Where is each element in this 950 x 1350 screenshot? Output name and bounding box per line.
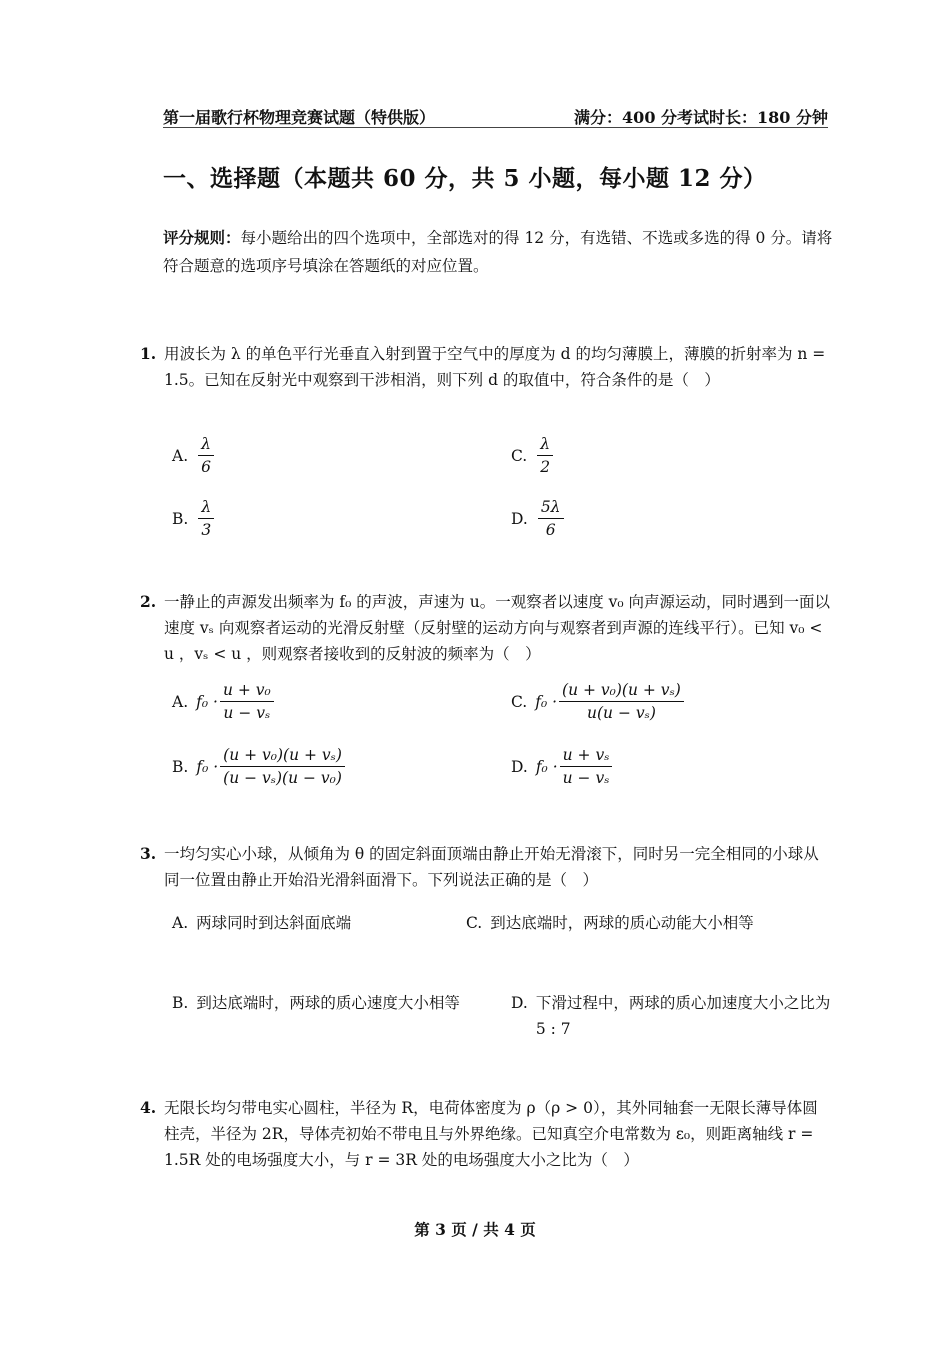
question-3 xyxy=(140,841,832,893)
question-text: 一静止的声源发出频率为 f₀ 的声波，声速为 u。一观察者以速度 v₀ 向声源运动，同时遇到一面以速度 vₛ 向观察者运动的光滑反射壁（反射壁的运动方向与观察者到声源的连线平行）。已知 v₀ < u ，vₛ < u ，则观察者接收到的反射波的频率为（ ） xyxy=(164,593,831,663)
fraction: $\frac{5\lambda}{6}$ xyxy=(538,497,564,540)
fraction: $\frac{\text{u + v₀}}{\text{u − vₛ}}$ xyxy=(220,680,274,723)
q3-option-d[interactable]: D. 下滑过程中，两球的质心加速度大小之比为 5 : 7 xyxy=(511,994,831,1038)
q2-option-c[interactable]: C. f₀ · $\frac{\text{(u + v₀)(u + vₛ)}}{\text{u(u − vₛ)}}$ xyxy=(511,680,686,723)
exam-title: 第一届歌行杯物理竞赛试题（特供版） xyxy=(163,108,436,127)
question-number: 4. xyxy=(140,1098,157,1117)
question-text: 一均匀实心小球，从倾角为 θ 的固定斜面顶端由静止开始无滑滚下，同时另一完全相同的小球从同一位置由静止开始沿光滑斜面滑下。下列说法正确的是（ ） xyxy=(164,845,819,889)
question-1 xyxy=(140,341,832,393)
fraction: $\frac{\text{(u + v₀)(u + vₛ)}}{\text{u(u − vₛ)}}$ xyxy=(559,680,684,723)
question-2 xyxy=(140,589,832,667)
q2-option-d[interactable]: D. f₀ · $\frac{\text{u + vₛ}}{\text{u − vₛ}}$ xyxy=(511,745,614,788)
question-text: 用波长为 λ 的单色平行光垂直入射到置于空气中的厚度为 d 的均匀薄膜上，薄膜的折射率为 n = 1.5。已知在反射光中观察到干涉相消，则下列 d 的取值中，符合条件的是（ ） xyxy=(164,345,826,389)
question-number: 2. xyxy=(140,592,157,611)
fraction: $\frac{\lambda}{6}$ xyxy=(198,434,214,477)
section-title: 一、选择题（本题共 60 分，共 5 小题，每小题 12 分） xyxy=(163,165,767,192)
q1-option-c[interactable]: C. $\frac{\lambda}{2}$ xyxy=(511,434,555,477)
q2-option-a[interactable]: A. f₀ · $\frac{\text{u + v₀}}{\text{u − vₛ}}$ xyxy=(172,680,276,723)
page-header xyxy=(163,103,828,128)
q3-option-a[interactable]: A. 两球同时到达斜面底端 xyxy=(172,914,352,932)
q2-option-b[interactable]: B. f₀ · $\frac{\text{(u + v₀)(u + vₛ)}}{\text{(u − vₛ)(u − v₀)}}$ xyxy=(172,745,347,788)
q1-option-b[interactable]: B. $\frac{\lambda}{3}$ xyxy=(172,497,216,540)
q3-option-b[interactable]: B. 到达底端时，两球的质心速度大小相等 xyxy=(172,994,460,1012)
grading-rules-text: 每小题给出的四个选项中，全部选对的得 12 分，有选错、不选或多选的得 0 分。请将符合题意的选项序号填涂在答题纸的对应位置。 xyxy=(163,229,833,275)
fraction: $\frac{\lambda}{2}$ xyxy=(537,434,553,477)
page-number: 第 3 页 / 共 4 页 xyxy=(414,1220,536,1239)
grading-rules-label: 评分规则： xyxy=(163,228,241,247)
question-text: 无限长均匀带电实心圆柱，半径为 R，电荷体密度为 ρ（ρ > 0），其外同轴套一无限长薄导体圆柱壳，半径为 2R，导体壳初始不带电且与外界绝缘。已知真空介电常数为 ε₀，则距离轴线 r = 1.5R 处的电场强度大小，与 r = 3R 处的电场强度大小之比为（ ） xyxy=(164,1099,818,1169)
question-number: 1. xyxy=(140,344,157,363)
exam-score-time: 满分：400 分考试时长：180 分钟 xyxy=(574,108,828,127)
q1-option-d[interactable]: D. $\frac{5\lambda}{6}$ xyxy=(511,497,566,540)
fraction: $\frac{\text{(u + v₀)(u + vₛ)}}{\text{(u − vₛ)(u − v₀)}}$ xyxy=(220,745,345,788)
grading-rules xyxy=(163,224,833,280)
q1-option-a[interactable]: A. $\frac{\lambda}{6}$ xyxy=(172,434,216,477)
fraction: $\frac{\lambda}{3}$ xyxy=(198,497,214,540)
question-4 xyxy=(140,1095,832,1173)
q3-option-c[interactable]: C. 到达底端时，两球的质心动能大小相等 xyxy=(466,914,754,932)
fraction: $\frac{\text{u + vₛ}}{\text{u − vₛ}}$ xyxy=(560,745,613,788)
question-number: 3. xyxy=(140,844,157,863)
